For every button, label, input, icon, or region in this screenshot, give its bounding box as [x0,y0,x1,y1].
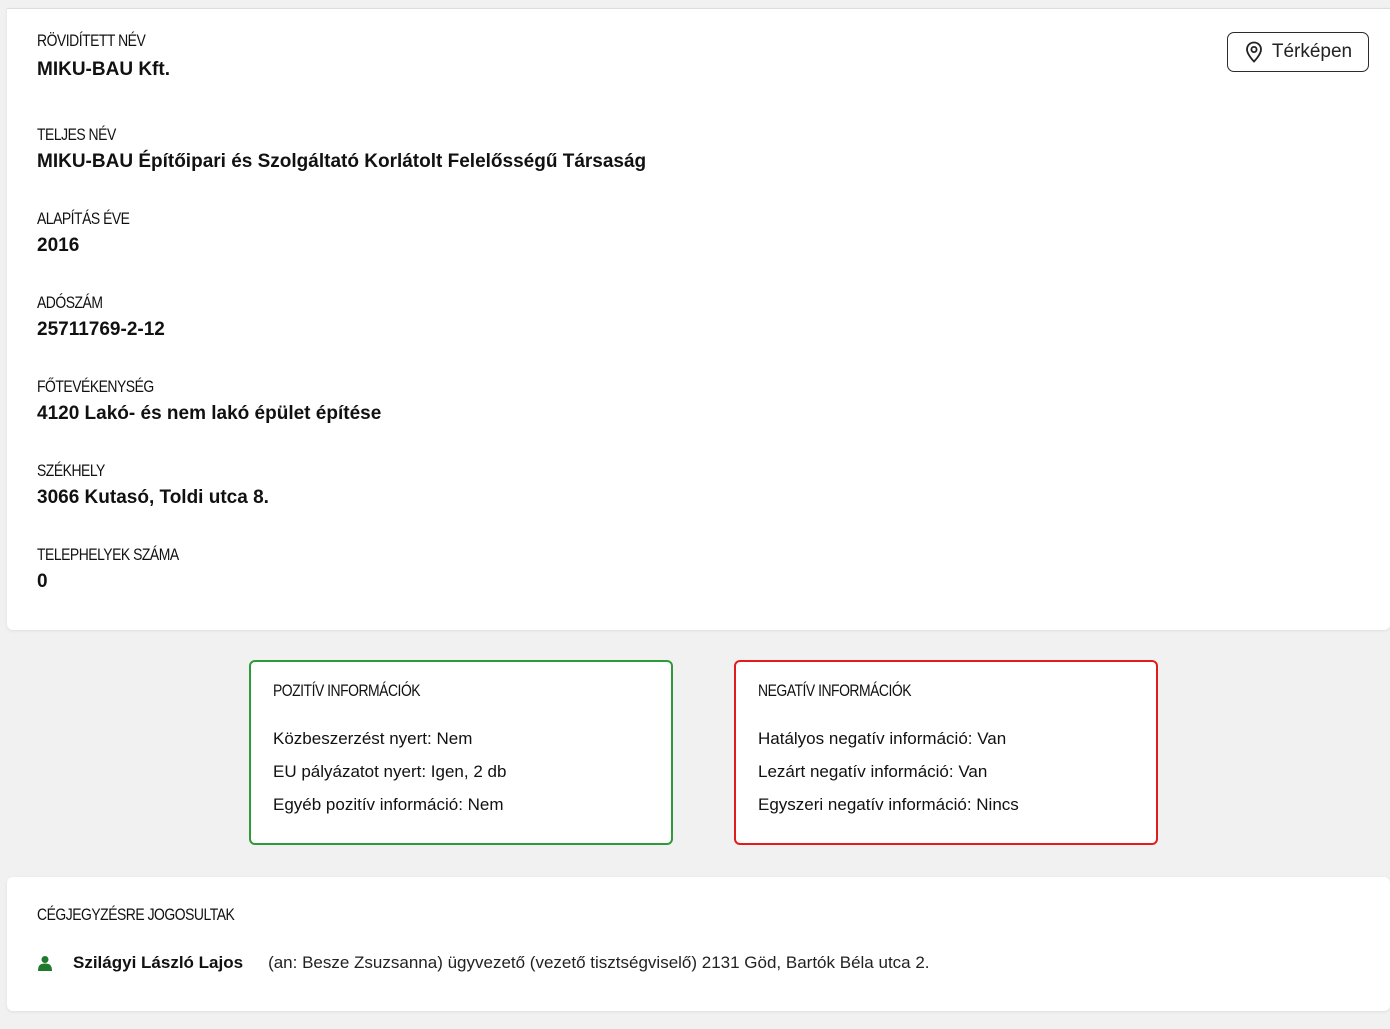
founded-field [37,209,150,257]
signatory-name[interactable]: Szilágyi László Lajos [73,953,244,972]
signatories-card [7,877,1390,1011]
negative-info-line: Egyszeri negatív információ: Nincs [758,795,1019,814]
positive-info-title: POZITÍV INFORMÁCIÓK [273,681,421,700]
full-name-value: MIKU-BAU Építőipari és Szolgáltató Korlátolt Felelősségű Társaság [37,151,647,172]
map-pin-icon [1244,41,1264,63]
signatory-description: (an: Besze Zsuzsanna) ügyvezető (vezető tisztségviselő) 2131 Göd, Bartók Béla utca 2. [268,953,930,972]
sites-count-label: TELEPHELYEK SZÁMA [37,545,179,564]
sites-count-value: 0 [37,571,48,592]
signatory-row [37,953,930,973]
tax-number-label: ADÓSZÁM [37,293,103,312]
person-icon [37,955,53,971]
map-button-label: Térképen [1271,41,1353,62]
sites-count-field [37,545,210,593]
negative-info-title: NEGATÍV INFORMÁCIÓK [758,681,912,700]
signatories-title: CÉGJEGYZÉSRE JOGOSULTAK [37,905,235,924]
short-name-value: MIKU-BAU Kft. [37,59,170,80]
tax-number-field [37,293,165,341]
founded-label: ALAPÍTÁS ÉVE [37,209,130,228]
full-name-label: TELJES NÉV [37,125,116,144]
headquarters-value: 3066 Kutasó, Toldi utca 8. [37,487,269,508]
map-button[interactable] [1227,32,1369,72]
short-name-field [37,31,170,81]
full-name-field [37,125,646,173]
tax-number-value: 25711769-2-12 [37,319,165,340]
main-activity-value: 4120 Lakó- és nem lakó épület építése [37,403,382,424]
negative-info-line: Lezárt negatív információ: Van [758,762,988,781]
positive-info-line: EU pályázatot nyert: Igen, 2 db [273,762,507,781]
positive-info-box [249,660,673,845]
negative-info-line: Hatályos negatív információ: Van [758,729,1007,748]
headquarters-field [37,461,269,509]
negative-info-box [734,660,1158,845]
founded-value: 2016 [37,235,80,256]
main-activity-label: FŐTEVÉKENYSÉG [37,377,154,396]
positive-info-line: Egyéb pozitív információ: Nem [273,795,504,814]
positive-info-line: Közbeszerzést nyert: Nem [273,729,473,748]
short-name-label: RÖVIDÍTETT NÉV [37,31,146,50]
headquarters-label: SZÉKHELY [37,461,105,480]
company-details-card [7,8,1390,630]
main-activity-field [37,377,381,425]
